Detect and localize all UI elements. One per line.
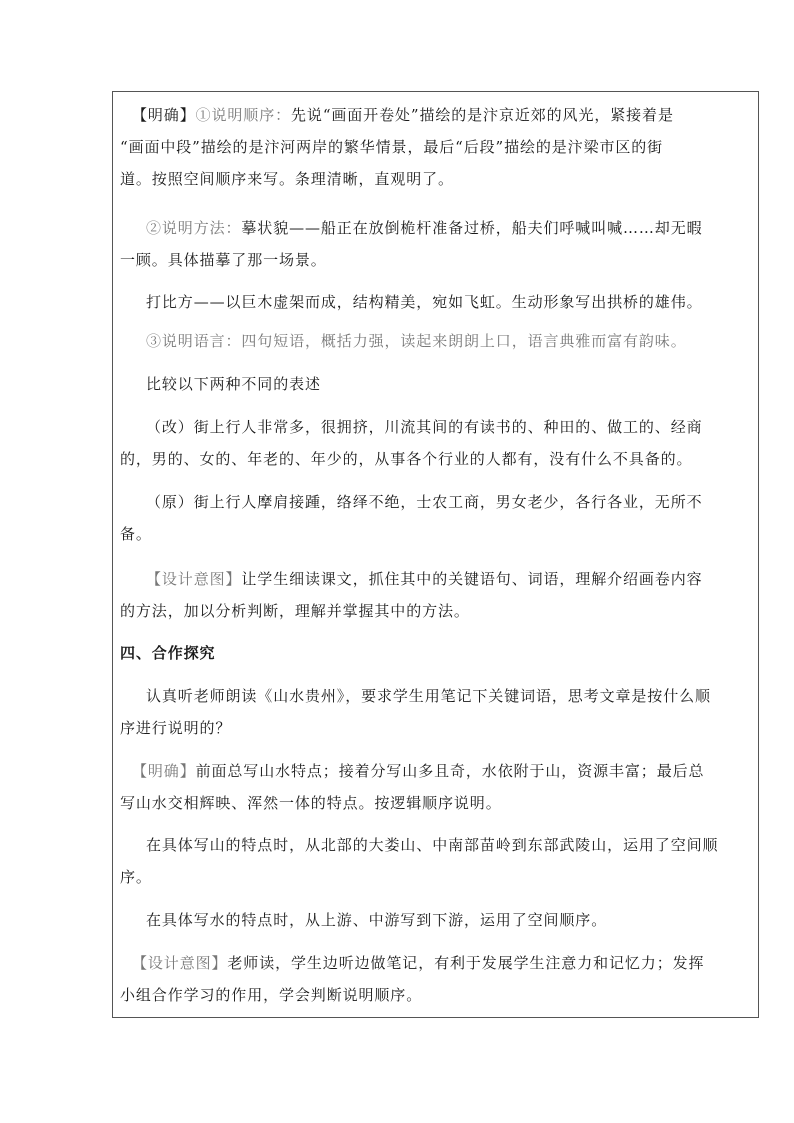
- revised-line-2: 的，男的、女的、年老的、年少的，从事各个行业的人都有，没有什么不具备的。: [120, 450, 693, 468]
- water-line: 在具体写水的特点时，从上游、中游写到下游，运用了空间顺序。: [146, 911, 608, 929]
- section-heading: 四、合作探究: [120, 644, 216, 662]
- compare-heading: 比较以下两种不同的表述: [146, 375, 321, 393]
- clarify-bracket: 【明确】: [132, 106, 196, 124]
- original-line-2: 备。: [120, 525, 152, 543]
- analogy-line: 打比方——以巨木虚架而成，结构精美，宛如飞虹。生动形象写出拱桥的雄伟。: [146, 293, 703, 311]
- language-line: [120, 325, 750, 357]
- text-span: 摹状貌——船正在放倒桅杆准备过桥，船夫们呼喊叫喊……却无暇: [241, 219, 703, 237]
- clarify-order-line-3: 道。按照空间顺序来写。条理清晰，直观明了。: [120, 170, 454, 188]
- clarify-order-line-2: “画面中段”描绘的是汴河两岸的繁华情景，最后“后段”描绘的是汴梁市区的街: [120, 138, 664, 156]
- clarify-bracket: 【明确】: [132, 762, 196, 780]
- method-line-1: [120, 212, 750, 244]
- design-intent-2-line-2: 小组合作学习的作用，学会判断说明顺序。: [120, 986, 423, 1004]
- text-span: 让学生细读课文，抓住其中的关键语句、词语，理解介绍画卷内容: [241, 570, 703, 588]
- design-intent-bracket: 【设计意图】: [132, 954, 228, 972]
- order-marker: ①说明顺序：: [195, 106, 292, 124]
- clarify-order-line-1: [120, 99, 750, 131]
- text-span: 前面总写山水特点；接着分写山多且奇，水依附于山，资源丰富；最后总: [195, 762, 705, 780]
- original-line-1: （原）街上行人摩肩接踵，络绎不绝，士农工商，男女老少，各行各业，无所不: [146, 493, 703, 511]
- method-line-2: 一顾。具体描摹了那一场景。: [120, 251, 327, 269]
- listen-line-2: 序进行说明的？: [120, 719, 232, 737]
- language-marker: ③说明语言：: [146, 332, 242, 350]
- design-intent-line-2: 的方法，加以分析判断，理解并掌握其中的方法。: [120, 602, 470, 620]
- design-intent-2-line-1: [120, 947, 750, 979]
- clarify-logic-line-2: 写山水交相辉映、浑然一体的特点。按逻辑顺序说明。: [120, 794, 502, 812]
- text-span: 四句短语，概括力强，读起来朗朗上口，语言典雅而富有韵味。: [241, 332, 687, 350]
- text-span: 先说“画面开卷处”描绘的是汴京近郊的风光，紧接着是: [291, 106, 674, 124]
- text-span: 老师读，学生边听边做笔记，有利于发展学生注意力和记忆力；发挥: [227, 954, 705, 972]
- revised-line-1: （改）街上行人非常多，很拥挤，川流其间的有读书的、种田的、做工的、经商: [146, 418, 703, 436]
- design-intent-bracket: 【设计意图】: [146, 570, 242, 588]
- design-intent-line-1: [120, 563, 750, 595]
- mountain-line-1: 在具体写山的特点时，从北部的大娄山、中南部苗岭到东部武陵山，运用了空间顺: [146, 836, 719, 854]
- method-marker: ②说明方法：: [146, 219, 242, 237]
- listen-line-1: 认真听老师朗读《山水贵州》，要求学生用笔记下关键词语，思考文章是按什么顺: [146, 687, 711, 705]
- mountain-line-2: 序。: [120, 868, 152, 886]
- clarify-logic-line-1: [120, 755, 750, 787]
